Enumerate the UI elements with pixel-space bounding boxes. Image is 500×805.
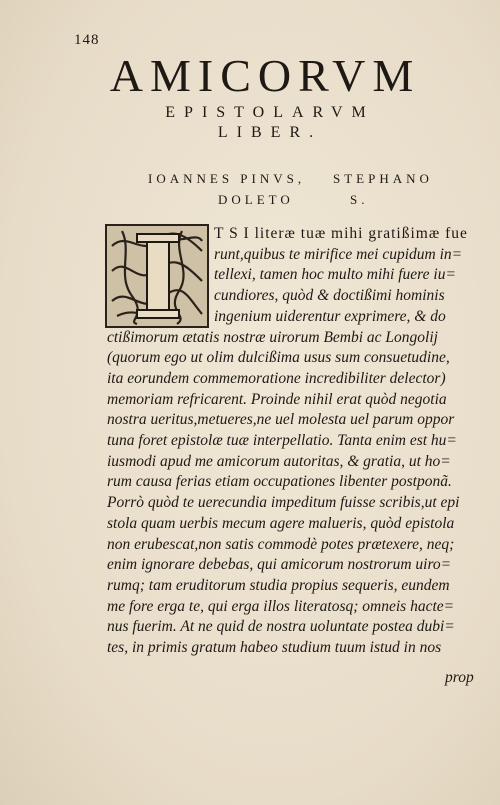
letter-sender: IOANNES PINVS, (148, 171, 306, 186)
text-line: iusmodi apud me amicorum autoritas, & gratia, ut ho= (107, 452, 451, 470)
letter-salutation: S. (350, 192, 369, 207)
text-line: tuna foret epistolæ tuæ interpellatio. Tanta enim est hu= (107, 432, 457, 449)
page-title: AMICORVM (109, 50, 421, 101)
text-line: memoriam refricarent. Proinde nihil erat quòd negotia (107, 390, 447, 408)
subtitle-line-1: EPISTOLARVM (165, 104, 375, 121)
text-line: cundiores, quòd & doctißimi hominis (214, 287, 445, 305)
letter-recipient-first: STEPHANO (333, 171, 433, 186)
text-line: rumq; tam eruditorum studia propius sequeris, eundem (107, 576, 450, 594)
text-line: nostra ueritus,metueres,ne uel molesta uel parum oppor (107, 411, 455, 429)
text-line: Porrò quòd te uerecundia impeditum fuisse scribis,ut epi (107, 494, 460, 512)
text-line: stola quam uerbis mecum agere malueris, quòd epistola (107, 514, 455, 532)
text-line: ingenium uiderentur exprimere, & do (214, 307, 446, 325)
text-line: T S I literæ tuæ mihi gratißimæ fue (214, 225, 468, 242)
text-line: tes, in primis gratum habeo studium tuum istud in nos (107, 639, 442, 656)
page-number: 148 (74, 32, 100, 48)
text-line: me fore erga te, qui erga illos literatosq; omneis hacte= (107, 597, 455, 615)
text-line: tellexi, tamen hoc multo mihi fuere iu= (214, 266, 456, 284)
catchword: prop (445, 669, 474, 686)
text-line: nus fuerim. At ne quid de nostra uoluntate postea dubi= (107, 618, 455, 636)
text-line: ctißimorum ætatis nostræ uirorum Bembi ac Longolij (107, 328, 438, 346)
letter-recipient-last: DOLETO (218, 192, 294, 207)
text-line: rum causa ferias etiam occupationes libenter postponã. (107, 473, 452, 491)
subtitle-line-2: LIBER. (217, 124, 323, 141)
text-line: runt,quibus te mirifice mei cupidum in= (214, 245, 463, 263)
text-line: enim ignorare debebas, qui amicorum nostrorum uiro= (107, 556, 452, 574)
decorated-initial-icon (105, 224, 209, 328)
text-line: (quorum ego ut olim dulcißima usus sum consuetudine, (107, 349, 450, 367)
text-line: ita eorundem commemoratione incredibiliter delector) (107, 369, 446, 387)
text-line: non erubescat,non satis commodè potes prætexere, neq; (107, 535, 455, 553)
